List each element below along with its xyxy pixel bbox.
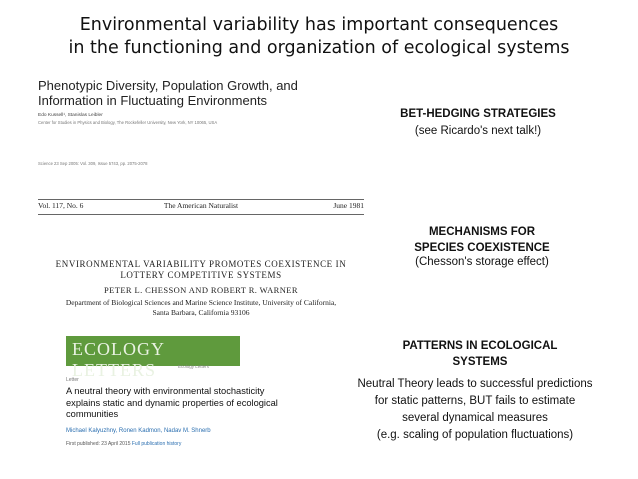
paper2-title-line-2: LOTTERY COMPETITIVE SYSTEMS (120, 270, 282, 280)
bet-hedging-note: (see Ricardo's next talk!) (414, 125, 542, 137)
paper3-history-link[interactable]: Full publication history (131, 441, 182, 447)
paper1-dates: Science 23 Sep 2005: Vol. 309, Issue 5743, pp. 2075-2078 (38, 161, 148, 166)
paper3-published (66, 441, 181, 447)
paper2-affiliation-line-1: Department of Biological Sciences and Marine Science Institute, University of California, (65, 298, 337, 307)
patterns-body-line-1: Neutral Theory leads to successful predictions (357, 378, 593, 390)
paper2-affiliation (38, 298, 364, 318)
patterns-body-line-2: for static patterns, BUT fails to estimate (374, 395, 576, 407)
paper2-header (38, 201, 364, 213)
paper3-published-label: First published: 23 April 2015 (66, 441, 131, 447)
slide-title-line-2: in the functioning and organization of ecological systems (68, 38, 570, 58)
paper3-article-type: Letter (66, 377, 79, 383)
patterns-heading (368, 338, 592, 370)
patterns-body-line-3: several dynamical measures (402, 412, 548, 424)
slide-title (0, 14, 638, 60)
paper1-title (38, 78, 298, 108)
paper1-title-line-1: Phenotypic Diversity, Population Growth, and (38, 78, 298, 93)
paper3-journal-tag: Ecology Letters (178, 364, 210, 369)
paper2-title-line-1: ENVIRONMENTAL VARIABILITY PROMOTES COEXISTENCE IN (55, 259, 347, 269)
paper1-authors: Edo Kussell¹, Stanislas Leibler (38, 113, 103, 118)
coexistence-heading (378, 224, 586, 256)
paper2-affiliation-line-2: Santa Barbara, California 93106 (152, 308, 250, 317)
patterns-body (318, 376, 632, 444)
paper3-authors: Michael Kalyuzhny, Ronen Kadmon, Nadav M. Shnerb (66, 428, 211, 434)
coexistence-heading-line-2: SPECIES COEXISTENCE (414, 242, 550, 254)
paper1-title-line-2: Information in Fluctuating Environments (38, 93, 268, 108)
patterns-body-line-4: (e.g. scaling of population fluctuations) (376, 429, 574, 441)
paper2-title (38, 259, 364, 281)
ecology-letters-banner-text: ECOLOGY LETTERS (72, 339, 165, 380)
paper2-date: June 1981 (333, 201, 364, 210)
patterns-heading-line-2: SYSTEMS (452, 356, 508, 368)
coexistence-heading-line-1: MECHANISMS FOR (428, 226, 536, 238)
paper3-title-line-2: explains static and dynamic properties of ecological (66, 397, 278, 408)
bet-hedging-heading: BET-HEDGING STRATEGIES (400, 108, 556, 120)
paper2-rule-top (38, 199, 364, 200)
patterns-heading-line-1: PATTERNS IN ECOLOGICAL (402, 340, 558, 352)
paper3-title-line-3: communities (66, 409, 119, 419)
paper2-rule-bottom (38, 214, 364, 215)
paper2-volume: Vol. 117, No. 6 (38, 201, 84, 210)
paper1-affiliation: Center for Studies in Physics and Biology, The Rockefeller University, New York, NY 10065, USA (38, 120, 218, 125)
paper3-title (66, 386, 336, 421)
paper2-journal: The American Naturalist (163, 201, 239, 210)
paper2-authors: PETER L. CHESSON AND ROBERT R. WARNER (104, 285, 298, 295)
coexistence-note: (Chesson's storage effect) (415, 256, 549, 268)
paper3-title-line-1: A neutral theory with environmental stochasticity (66, 386, 265, 396)
ecology-letters-banner (66, 336, 240, 380)
slide-title-line-1: Environmental variability has important consequences (79, 15, 559, 35)
